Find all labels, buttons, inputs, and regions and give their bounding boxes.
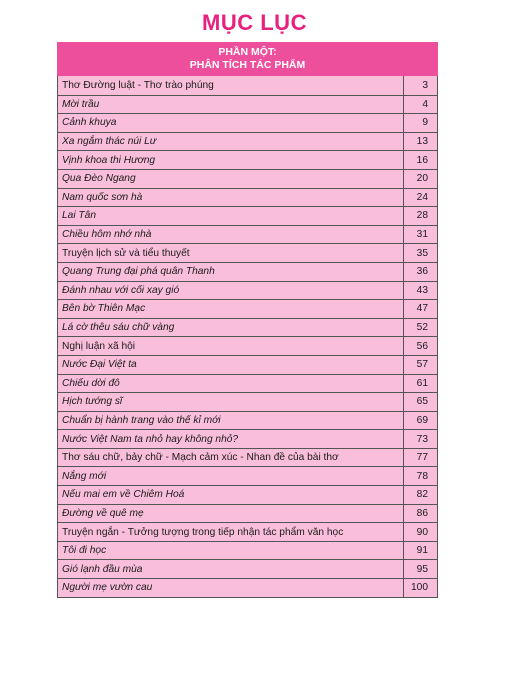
toc-entry[interactable] — [58, 132, 437, 151]
toc-entry-title: Hịch tướng sĩ — [58, 393, 404, 411]
toc-entry-title: Truyện ngắn - Tưởng tượng trong tiếp nhận tác phẩm văn học — [58, 523, 404, 541]
toc-entry[interactable] — [58, 188, 437, 207]
toc-entry-page: 31 — [416, 229, 428, 241]
toc-entry[interactable] — [58, 206, 437, 225]
toc-entry-page: 24 — [416, 191, 428, 203]
toc-entry-title: Tôi đi học — [58, 542, 404, 560]
toc-entry-page: 57 — [416, 359, 428, 371]
toc-entry-page: 16 — [416, 154, 428, 166]
toc-entry-title: Xa ngắm thác núi Lư — [58, 133, 404, 151]
toc-entry[interactable] — [58, 392, 437, 411]
toc-entry[interactable] — [58, 336, 437, 355]
toc-entry-page: 28 — [416, 210, 428, 222]
toc-entry-title: Đánh nhau với cối xay gió — [58, 282, 404, 300]
toc-entry-title: Nghị luận xã hội — [58, 337, 404, 355]
toc-entry-page: 56 — [416, 340, 428, 352]
toc-entry[interactable] — [58, 262, 437, 281]
toc-entry[interactable] — [58, 411, 437, 430]
toc-entry-title: Lai Tân — [58, 207, 404, 225]
toc-entry-page: 3 — [422, 79, 428, 91]
toc-entry[interactable] — [58, 429, 437, 448]
toc-entry-page: 43 — [416, 284, 428, 296]
toc-entry-title: Truyện lịch sử và tiểu thuyết — [58, 244, 404, 262]
toc-entry-title: Chiếu dời đô — [58, 375, 404, 393]
toc-entry-title: Thơ Đường luật - Thơ trào phúng — [58, 76, 404, 95]
toc-entry-title: Nước Việt Nam ta nhỏ hay không nhỏ? — [58, 430, 404, 448]
toc-entry-page: 73 — [416, 433, 428, 445]
toc-entry[interactable] — [58, 76, 437, 95]
toc-entry-page: 91 — [416, 545, 428, 557]
toc-entry-title: Nắng mới — [58, 467, 404, 485]
toc-entry-title: Bên bờ Thiên Mạc — [58, 300, 404, 318]
toc-entry[interactable] — [58, 374, 437, 393]
toc-entry-page: 65 — [416, 396, 428, 408]
toc-entry[interactable] — [58, 150, 437, 169]
toc-entry-page: 78 — [416, 470, 428, 482]
toc-entry[interactable] — [58, 113, 437, 132]
toc-entry-page: 90 — [416, 526, 428, 538]
toc-entry[interactable] — [58, 281, 437, 300]
toc-entry[interactable] — [58, 485, 437, 504]
toc-entry[interactable] — [58, 466, 437, 485]
toc-entry[interactable] — [58, 318, 437, 337]
toc-entry-title: Cảnh khuya — [58, 114, 404, 132]
toc-entry[interactable] — [58, 541, 437, 560]
section-header-line2: PHÂN TÍCH TÁC PHẨM — [189, 59, 306, 71]
toc-entry-title: Đường về quê mẹ — [58, 505, 404, 523]
toc-entry-title: Thơ sáu chữ, bảy chữ - Mạch cảm xúc - Nhan đề của bài thơ — [58, 449, 404, 467]
toc-entry-title: Nam quốc sơn hà — [58, 189, 404, 207]
toc-entry[interactable] — [58, 95, 437, 114]
toc-entry-page: 13 — [416, 136, 428, 148]
toc-entry[interactable] — [58, 169, 437, 188]
toc-entry-title: Nếu mai em về Chiêm Hoá — [58, 486, 404, 504]
toc-entry-title: Nước Đại Việt ta — [58, 356, 404, 374]
toc-entry-page: 20 — [416, 173, 428, 185]
toc-entry-page: 47 — [416, 303, 428, 315]
toc-entry[interactable] — [58, 243, 437, 262]
toc-entry[interactable] — [58, 559, 437, 578]
section-header-line1: PHẦN MỘT: — [218, 46, 277, 58]
toc-entry-page: 95 — [416, 563, 428, 575]
toc-entry-title: Chuẩn bị hành trang vào thế kỉ mới — [58, 412, 404, 430]
toc-entry-page: 77 — [416, 452, 428, 464]
toc-entry-title: Lá cờ thêu sáu chữ vàng — [58, 319, 404, 337]
toc-entry[interactable] — [58, 225, 437, 244]
toc-entry-page: 36 — [416, 266, 428, 278]
toc-entry-page: 86 — [416, 507, 428, 519]
toc-entry-page: 9 — [422, 117, 428, 129]
toc-entry[interactable] — [58, 299, 437, 318]
toc-entry[interactable] — [58, 448, 437, 467]
toc-entry-title: Quang Trung đại phá quân Thanh — [58, 263, 404, 281]
toc-entry-page: 4 — [422, 98, 428, 110]
toc-entry[interactable] — [58, 578, 437, 597]
toc-entry-page: 69 — [416, 414, 428, 426]
toc-rows — [57, 76, 438, 598]
toc-entry-title: Qua Đèo Ngang — [58, 170, 404, 188]
table-of-contents — [57, 42, 438, 598]
toc-entry[interactable] — [58, 355, 437, 374]
toc-entry[interactable] — [58, 504, 437, 523]
section-header — [57, 42, 438, 76]
toc-entry-page: 82 — [416, 489, 428, 501]
toc-entry-page: 35 — [416, 247, 428, 259]
toc-entry-title: Mời trầu — [58, 96, 404, 114]
toc-entry-title: Người mẹ vườn cau — [58, 579, 404, 597]
toc-entry-page: 100 — [411, 582, 428, 594]
toc-entry[interactable] — [58, 522, 437, 541]
toc-entry-page: 52 — [416, 322, 428, 334]
page-title: MỤC LỤC — [202, 10, 307, 35]
toc-entry-title: Vịnh khoa thi Hương — [58, 151, 404, 169]
toc-entry-title: Chiều hôm nhớ nhà — [58, 226, 404, 244]
toc-entry-page: 61 — [416, 377, 428, 389]
toc-entry-title: Gió lạnh đầu mùa — [58, 560, 404, 578]
